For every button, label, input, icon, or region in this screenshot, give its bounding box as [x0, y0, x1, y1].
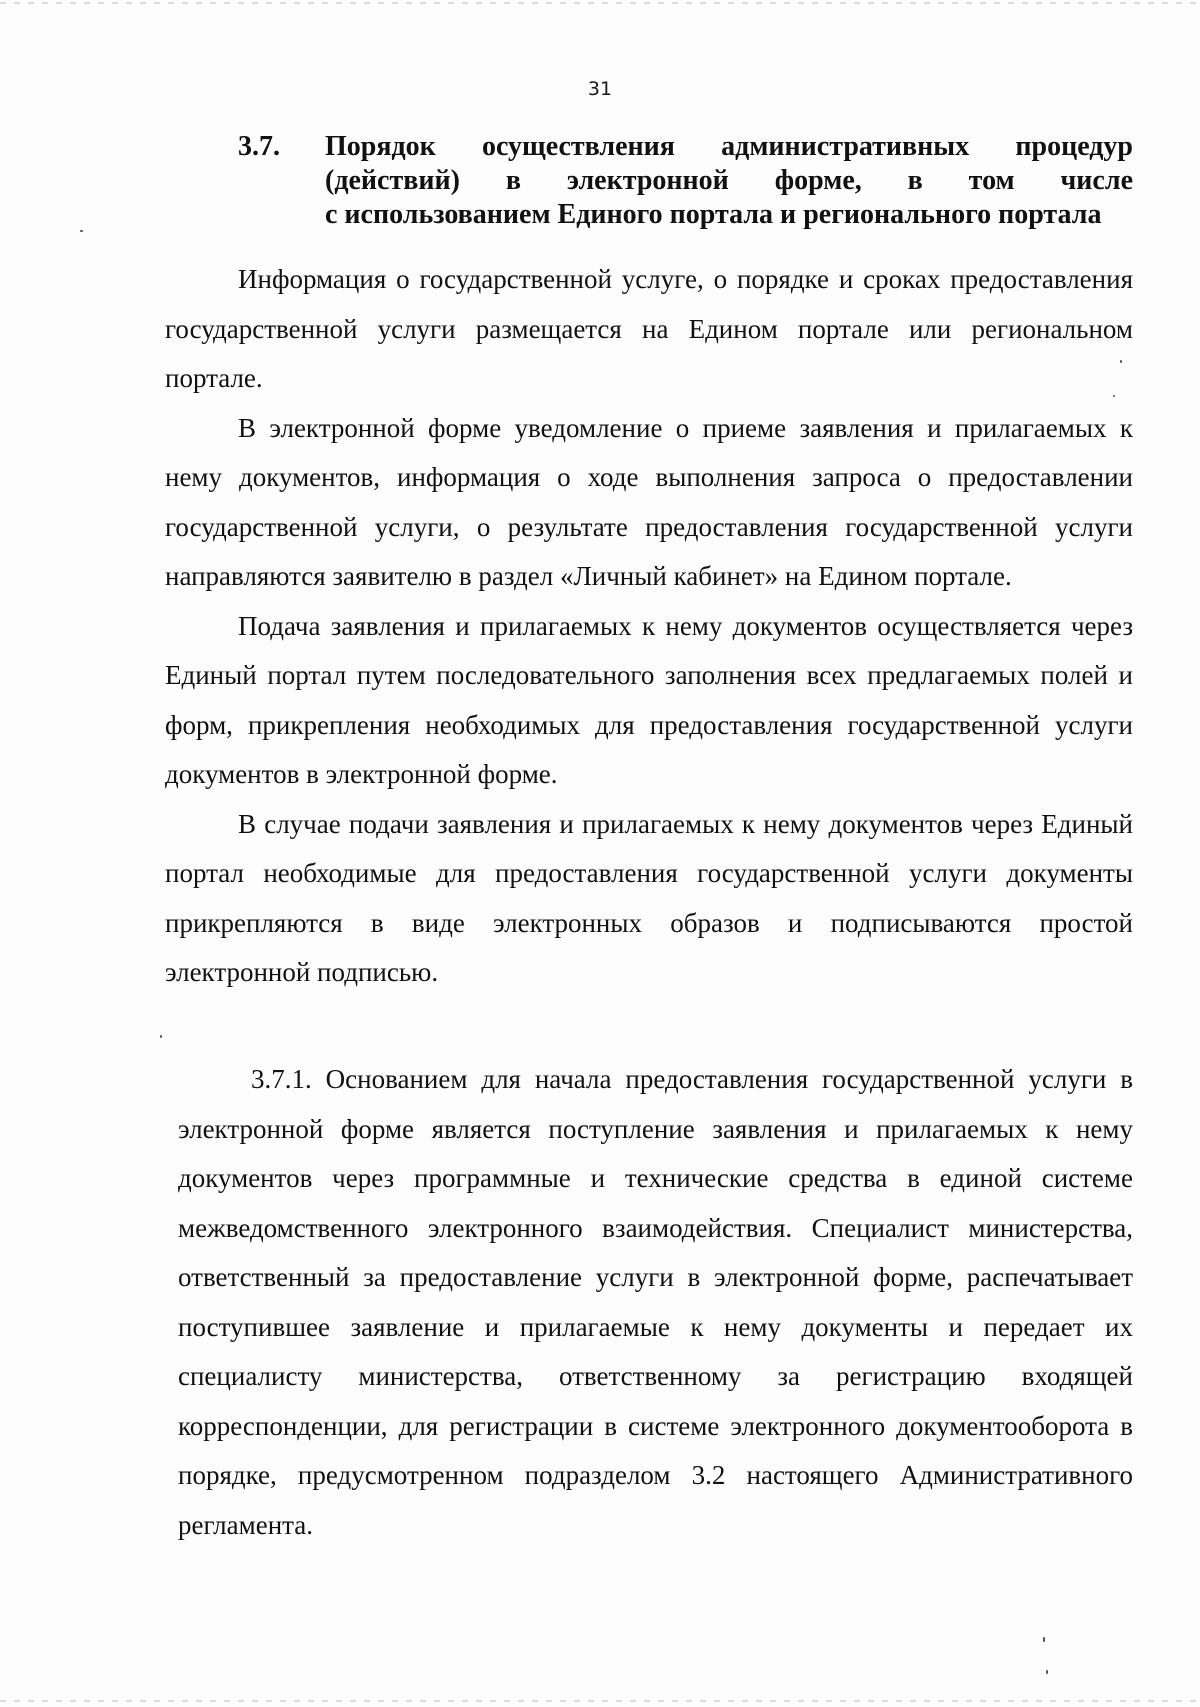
section-title-line: Порядок осуществления административных процедур — [325, 131, 1133, 162]
subsection-paragraph: 3.7.1. Основанием для начала предоставления государственной услуги в электронной форме является поступление заявления и прилагаемых к нему документов через программные и технические средства в единой системе межведомственного электронного взаимодействия. Специалист министерства, ответственный за предоставление услуги в электронной форме, распечатывает поступившее заявление и прилагаемые к нему документы и передает их специалисту министерства, ответственному за регистрацию входящей корреспонденции, для регистрации в системе электронного документооборота в порядке, предусмотренном подразделом 3.2 настоящего Административного регламента. — [178, 1064, 1133, 1540]
scan-speck — [160, 1035, 162, 1038]
section-title-line: (действий) в электронной форме, в том числе — [325, 165, 1133, 196]
scan-speck — [1113, 395, 1115, 397]
subsection-body — [178, 1055, 1133, 1550]
scan-speck — [1043, 1637, 1045, 1642]
paragraph: Подача заявления и прилагаемых к нему документов осуществляется через Единый портал путем последовательного заполнения всех предлагаемых полей и форм, прикрепления необходимых для предоставления государственной услуги документов в электронной форме. — [165, 610, 1133, 789]
paragraph: Информация о государственной услуге, о порядке и сроках предоставления государственной услуги размещается на Едином портале или региональном портале. — [165, 264, 1133, 393]
scan-edge-bottom — [0, 1700, 1200, 1702]
scan-speck — [80, 230, 83, 232]
section-title-line: с использованием Единого портала и регионального портала — [325, 199, 1102, 230]
paragraph: В электронной форме уведомление о приеме заявления и прилагаемых к нему документов, информация о ходе выполнения запроса о предоставлении государственной услуги, о результате предоставления государственной услуги направляются заявителю в раздел «Личный кабинет» на Едином портале. — [165, 412, 1133, 591]
page-number: 31 — [587, 78, 613, 100]
scan-speck — [1120, 360, 1122, 363]
scan-edge-top — [0, 2, 1200, 4]
section-body — [165, 255, 1133, 998]
section-heading — [238, 130, 1133, 232]
paragraph: В случае подачи заявления и прилагаемых к нему документов через Единый портал необходимые для предоставления государственной услуги документы прикрепляются в виде электронных образов и подписываются простой электронной подписью. — [165, 808, 1133, 987]
section-number: 3.7. — [238, 131, 280, 162]
scan-speck — [1046, 1670, 1048, 1674]
section-title — [325, 130, 1133, 232]
